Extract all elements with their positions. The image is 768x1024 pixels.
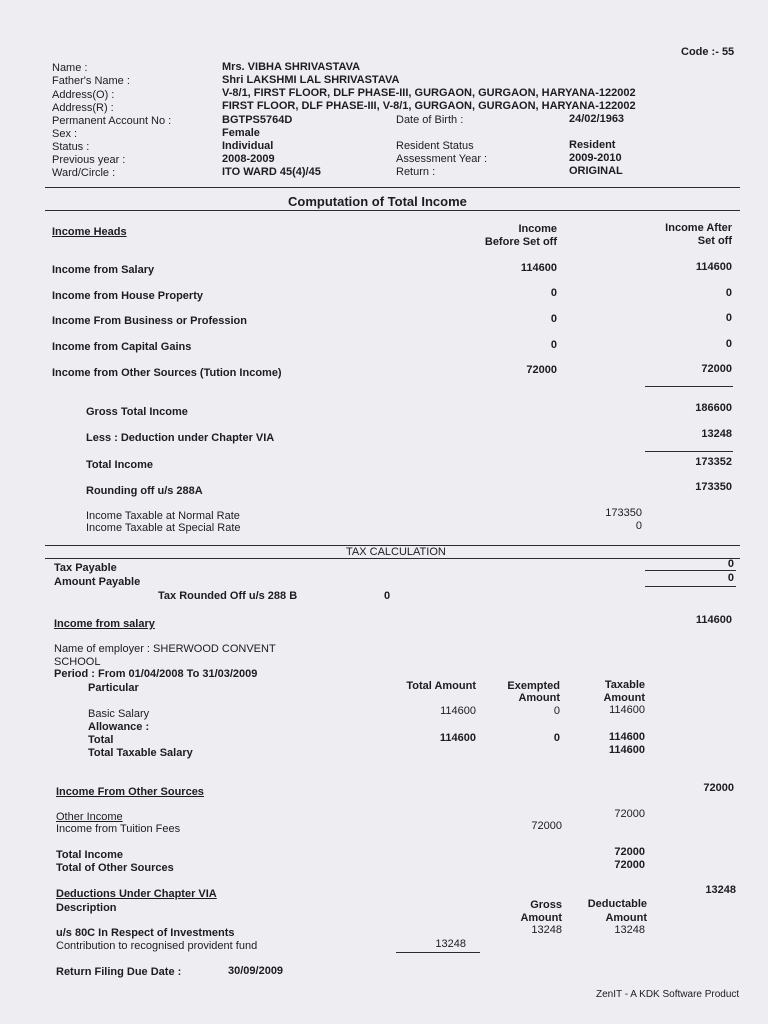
taxable-salary-value: 114600 xyxy=(608,744,645,756)
other-sources-title: Income From Other Sources xyxy=(56,786,204,798)
address-o-label: Address(O) : xyxy=(52,89,115,101)
income-row-after: 0 xyxy=(725,287,732,299)
salary-period: Period : From 01/04/2008 To 31/03/2009 xyxy=(54,668,258,680)
income-row-label: Income from Salary xyxy=(52,264,155,276)
basic-salary-exempt: 0 xyxy=(553,705,560,717)
father-name-label: Father's Name : xyxy=(52,75,130,87)
employer-line-1: Name of employer : SHERWOOD CONVENT xyxy=(54,643,276,655)
section-80c-label: u/s 80C In Respect of Investments xyxy=(56,927,235,939)
divider-title xyxy=(45,210,740,211)
ward-label: Ward/Circle : xyxy=(52,167,116,179)
section-80c-gross: 13248 xyxy=(531,924,562,936)
tax-rounded-value: 0 xyxy=(384,590,391,602)
previous-year-label: Previous year : xyxy=(52,154,126,166)
normal-rate-value: 173350 xyxy=(605,507,642,519)
tax-rounded-label: Tax Rounded Off u/s 288 B xyxy=(158,590,298,602)
resident-status-label: Resident Status xyxy=(396,140,474,152)
gross-total-label: Gross Total Income xyxy=(86,406,188,418)
salary-total-exempt: 0 xyxy=(553,732,560,744)
income-heads-header: Income Heads xyxy=(52,226,127,238)
tax-calculation-title: TAX CALCULATION xyxy=(346,546,446,558)
father-name-value: Shri LAKSHMI LAL SHRIVASTAVA xyxy=(222,74,400,86)
name-label: Name : xyxy=(52,62,88,74)
other-total-income-value: 72000 xyxy=(614,846,645,858)
return-label: Return : xyxy=(396,166,436,178)
income-row-before: 72000 xyxy=(526,364,557,376)
due-date-label: Return Filing Due Date : xyxy=(56,966,182,978)
deduction-label: Less : Deduction under Chapter VIA xyxy=(86,432,275,444)
income-row-after: 72000 xyxy=(701,363,732,375)
other-income-value: 72000 xyxy=(614,808,645,820)
income-row-before: 0 xyxy=(550,287,557,299)
total-other-sources-label: Total of Other Sources xyxy=(56,862,174,874)
special-rate-label: Income Taxable at Special Rate xyxy=(86,522,241,534)
before-setoff-header-2: Before Set off xyxy=(484,236,557,248)
pan-value: BGTPS5764D xyxy=(222,114,293,126)
due-date-value: 30/09/2009 xyxy=(228,965,284,977)
salary-total-label: Total xyxy=(88,734,114,746)
salary-total-taxable: 114600 xyxy=(608,731,645,743)
address-r-value: FIRST FLOOR, DLF PHASE-III, V-8/1, GURGAON, GURGAON, HARYANA-122002 xyxy=(222,100,636,112)
gross-header-2: Amount xyxy=(520,912,562,924)
previous-year-value: 2008-2009 xyxy=(222,153,275,165)
status-value: Individual xyxy=(222,140,274,152)
section-80c-deductable: 13248 xyxy=(614,924,645,936)
gross-total-value: 186600 xyxy=(695,402,732,414)
other-total-income-label: Total Income xyxy=(56,849,124,861)
assessment-year-label: Assessment Year : xyxy=(396,153,488,165)
normal-rate-label: Income Taxable at Normal Rate xyxy=(86,510,240,522)
sum-line-2 xyxy=(645,451,733,452)
deductions-title: Deductions Under Chapter VIA xyxy=(56,888,217,900)
sex-value: Female xyxy=(222,127,260,139)
address-r-label: Address(R) : xyxy=(52,102,114,114)
pf-underline xyxy=(396,952,480,953)
income-row-label: Income From Business or Profession xyxy=(52,315,247,327)
software-credit: ZenIT - A KDK Software Product xyxy=(596,989,740,1000)
rounding-label: Rounding off u/s 288A xyxy=(86,485,203,497)
computation-title: Computation of Total Income xyxy=(288,194,467,209)
status-label: Status : xyxy=(52,141,90,153)
provident-fund-label: Contribution to recognised provident fund xyxy=(56,940,258,952)
special-rate-value: 0 xyxy=(635,520,642,532)
total-income-label: Total Income xyxy=(86,459,154,471)
address-o-value: V-8/1, FIRST FLOOR, DLF PHASE-III, GURGAON, GURGAON, HARYANA-122002 xyxy=(222,87,636,99)
rounding-value: 173350 xyxy=(695,481,732,493)
income-row-label: Income from House Property xyxy=(52,290,203,302)
salary-section-title: Income from salary xyxy=(54,618,155,630)
dob-value: 24/02/1963 xyxy=(569,113,625,125)
provident-fund-value: 13248 xyxy=(435,938,466,950)
before-setoff-header-1: Income xyxy=(518,223,557,235)
taxable-header-1: Taxable xyxy=(604,679,645,691)
divider-top xyxy=(45,187,740,188)
income-row-before: 114600 xyxy=(520,262,557,274)
gross-header-1: Gross xyxy=(530,899,562,911)
exempted-header-1: Exempted xyxy=(507,680,560,692)
income-row-before: 0 xyxy=(550,339,557,351)
divider-tax-bottom xyxy=(45,558,740,559)
pan-label: Permanent Account No : xyxy=(52,115,172,127)
amount-payable-value: 0 xyxy=(727,572,734,584)
tax-line xyxy=(645,570,736,571)
sum-line-1 xyxy=(645,386,733,387)
income-row-before: 0 xyxy=(550,313,557,325)
exempted-header-2: Amount xyxy=(518,692,560,704)
deduction-value: 13248 xyxy=(701,428,732,440)
income-row-after: 0 xyxy=(725,338,732,350)
other-income-label: Other Income xyxy=(56,811,123,823)
particular-header: Particular xyxy=(88,682,139,694)
income-row-after: 0 xyxy=(725,312,732,324)
name-value: Mrs. VIBHA SHRIVASTAVA xyxy=(222,61,361,73)
return-value: ORIGINAL xyxy=(569,165,623,177)
taxable-header-2: Amount xyxy=(603,692,645,704)
income-row-label: Income from Other Sources (Tution Income) xyxy=(52,367,282,379)
description-header: Description xyxy=(56,902,117,914)
employer-line-2: SCHOOL xyxy=(54,656,101,668)
basic-salary-taxable: 114600 xyxy=(609,704,645,716)
tax-payable-label: Tax Payable xyxy=(54,562,117,574)
after-setoff-header-1: Income After xyxy=(665,222,732,234)
total-amount-header: Total Amount xyxy=(406,680,476,692)
amount-line xyxy=(645,586,736,587)
resident-status-value: Resident xyxy=(569,139,616,151)
tuition-fees-value: 72000 xyxy=(531,820,562,832)
allowance-label: Allowance : xyxy=(88,721,150,733)
salary-total-total: 114600 xyxy=(439,732,476,744)
sex-label: Sex : xyxy=(52,128,78,140)
other-sources-amount: 72000 xyxy=(703,782,734,794)
amount-payable-label: Amount Payable xyxy=(54,576,141,588)
deductions-amount: 13248 xyxy=(705,884,736,896)
salary-section-total: 114600 xyxy=(695,614,732,626)
basic-salary-label: Basic Salary xyxy=(88,708,150,720)
after-setoff-header-2: Set off xyxy=(697,235,732,247)
total-other-sources-value: 72000 xyxy=(614,859,645,871)
tax-payable-value: 0 xyxy=(727,558,734,570)
basic-salary-total: 114600 xyxy=(440,705,476,717)
deductable-header-1: Deductable xyxy=(587,898,647,910)
income-row-after: 114600 xyxy=(695,261,732,273)
assessment-year-value: 2009-2010 xyxy=(569,152,622,164)
total-income-value: 173352 xyxy=(695,456,732,468)
deductable-header-2: Amount xyxy=(605,912,647,924)
ward-value: ITO WARD 45(4)/45 xyxy=(222,166,321,178)
taxable-salary-label: Total Taxable Salary xyxy=(88,747,193,759)
tuition-fees-label: Income from Tuition Fees xyxy=(56,823,181,835)
dob-label: Date of Birth : xyxy=(396,114,464,126)
income-row-label: Income from Capital Gains xyxy=(52,341,192,353)
code-label: Code :- 55 xyxy=(681,46,735,58)
